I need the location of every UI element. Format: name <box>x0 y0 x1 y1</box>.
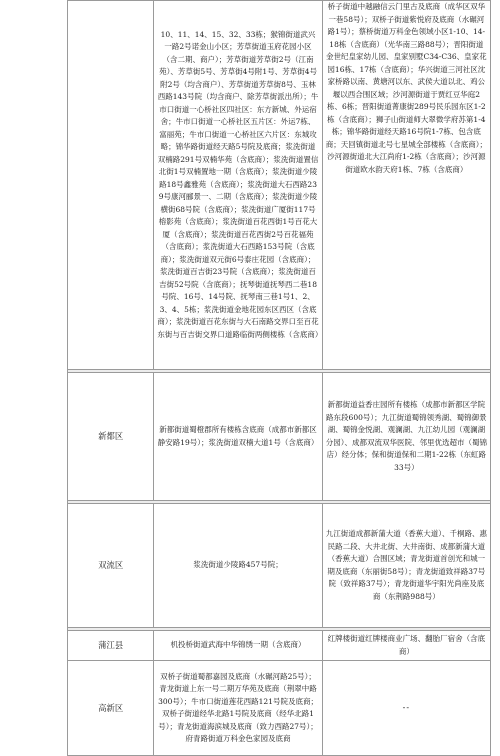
adjusted-areas-cell: 桥子街道中越融信云门里古及底商（成华区双华一巷58号）；双桥子街道紫悦府及底商（水碾河路1号）；蔡桥街道万科金色领域小区1-10、14-18栋（含底商）（光华南三路88号）；晋阳街道金世纪皇家幼儿园、皇家别墅C34-C36、皇家花园16栋、17栋（含底商）；华兴街道三河社区沈家桥路以南、黄塘河以东、武侯大道以北、鸡公堰以西合围区域；沙河源街道于贾红豆华庭2栋、6栋；晋阳街道菁康街289号民乐园东区1-2栋（含底商）；狮子山街道师大翠微学府苏第1-4栋；锦华路街道经天路16号院1-7栋、包含底商；天回镇街道北号七星城全部楼栋（含底商）；沙河源街道北大江尚府1-2栋（含底商）；沙河源街道欧水韵天府1栋、7栋（含底商） <box>322 1 490 370</box>
table-row <box>68 1 491 370</box>
closure-areas-table <box>67 0 491 756</box>
affected-areas-cell: 10、11、14、15、32、33栋；猴锦街道武兴一路2号诺金山小区；芳草街道玉府花园小区（含二期、商户）；芳草街道芳草街2号（江南苑）、芳草街5号、芳草街4号附1号、芳草街4号附2号（均含商户）、芳草街道芳草街8号、玉林西路143号院（均含商户、除芳草街派出所）；牛市口街道一心桥社区四社区：东方新城、外运宿舍；牛市口街道一心桥社区五片区：外运7栋、富丽苑；牛市口街道一心桥社区六片区：东城攻略；锦华路街道经天路5号院及底商；浆洗街道双楠路291号双楠华苑（含底商）；浆洗街道置信北街1号双楠置地一期（含底商）；浆洗街道少陵路18号鑫雅苑（含底商）；浆洗街道大石西路239号康河郦景一、二期（含底商）；浆洗街道少陵横街68号院（含底商）；浆洗街道广厦街117号榕影苑（含底商）；浆洗街道百花西街1号百花大厦（含底商）；浆洗街道百花西街2号百花福苑（含底商）；浆洗街道大石西路153号院（含底商）；浆洗街道双元街6号泰庄花园（含底商）；浆洗街道百吉街23号院（含底商）；浆洗街道百吉街52号院（含底商）；抚琴街道抚琴西二巷18号院、16号、14号院、抚琴南三巷1号1、2、3、4、5栋；浆洗街道金地花园东区西区（含底商）；浆洗街道百花东街与大石南路交界口至百花东街与百吉街交界口道路临街两侧楼栋（含底商） <box>154 1 322 370</box>
table-row <box>68 373 491 501</box>
affected-areas-cell: 浆洗街道少陵路457号院； <box>154 504 322 628</box>
table-row <box>68 631 491 661</box>
district-cell: 高新区 <box>68 661 154 756</box>
table-row <box>68 661 491 756</box>
adjusted-areas-cell: 红牌楼街道红牌楼商业广场、翻胎厂宿舍（含底商） <box>322 631 490 661</box>
affected-areas-cell: 机投桥街道武海中华锦绣一期（含底商） <box>154 631 322 661</box>
district-cell: 蒲江县 <box>68 631 154 661</box>
table-row <box>68 504 491 628</box>
district-cell: 双流区 <box>68 504 154 628</box>
adjusted-areas-cell: 新都街道益香庄园所有楼栋（成都市新都区学院路东段600号）；九江街道蜀锦领秀湖、蜀锦御景湖、蜀锦金悦湖、观澜湖、九江幼儿园（观澜湖分园）、成都双流双华医院、邻里优选超市（蜀锦店）经分体；保和街道保和二期1-22栋（东虹路33号） <box>322 373 490 501</box>
district-cell: 新都区 <box>68 373 154 501</box>
district-cell <box>68 1 154 370</box>
adjusted-areas-cell: 九江街道成都新蒲大道（香蕉大道）、千桐路、惠民路二段、大井北街、大井南街、成都新蒲大道（香蕉大道）合围区域；青龙街道首创光和城一期及底商（东丽街58号）；青龙街道致祥路37号院（致祥路37号）；青龙街道华宇阳光尚座及底商（东荆路988号） <box>322 504 490 628</box>
affected-areas-cell: 新都街道蜀橙郡所有楼栋含底商（成都市新都区静安路19号）；浆洗街道双楠大道1号（含底商） <box>154 373 322 501</box>
adjusted-areas-cell: -- <box>322 661 490 756</box>
affected-areas-cell: 双桥子街道蜀都嘉园及底商（水碾河路25号）；青龙街道上东一号二期万华苑及底商（荆翠中路300号）；牛市口街道莲花西路121号院及底商；双桥子街道经华北路1号院及底商（经华北路1号）；青龙街道海滨城及底商（致力西路27号）；府青路街道万科金色家园及底商 <box>154 661 322 756</box>
